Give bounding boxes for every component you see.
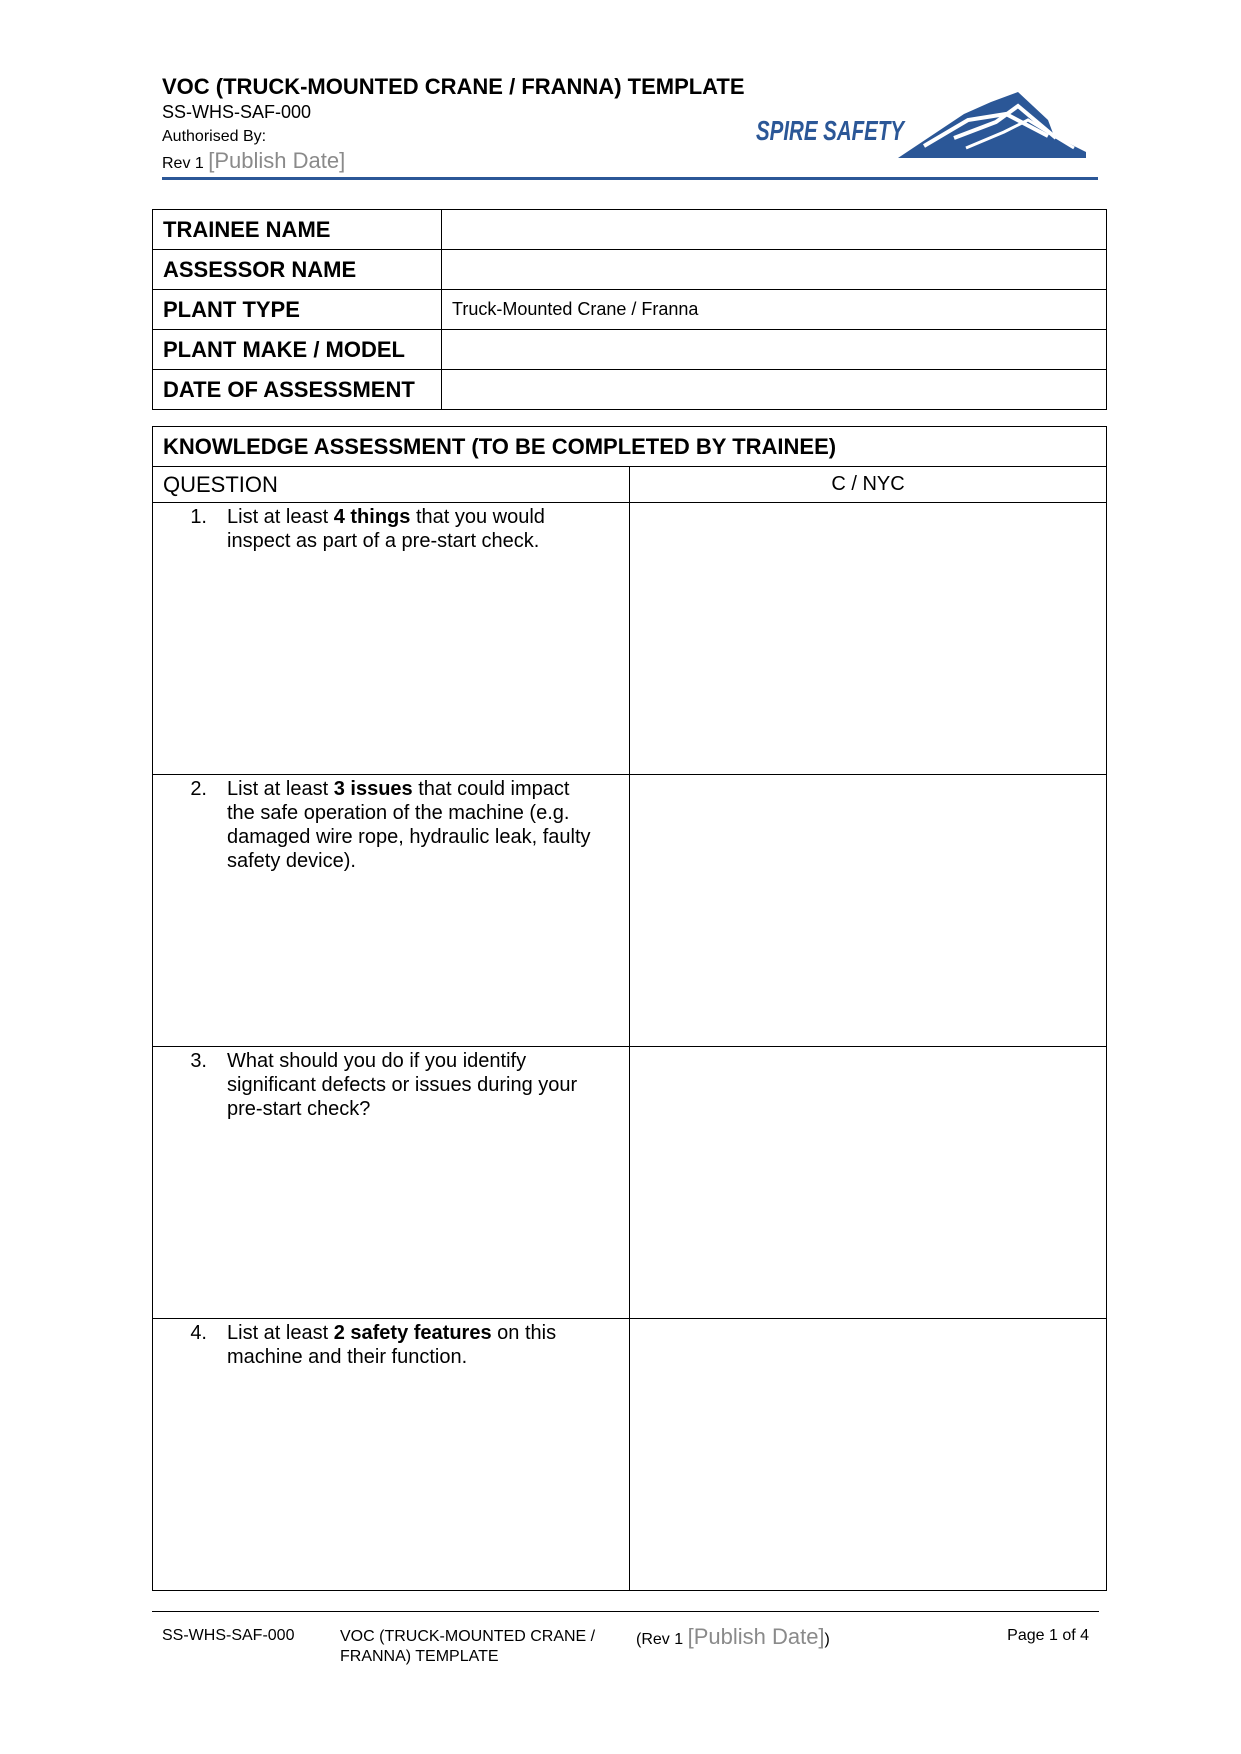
- plant-make-model-label: PLANT MAKE / MODEL: [153, 330, 442, 370]
- question-row: [153, 1047, 1107, 1319]
- plant-make-model-field[interactable]: [442, 330, 1107, 370]
- question-number: 3.: [190, 1050, 207, 1072]
- question-1-result-cell[interactable]: [630, 503, 1107, 775]
- question-number: 4.: [190, 1322, 207, 1344]
- question-2-result-cell[interactable]: [630, 775, 1107, 1047]
- footer-code: SS-WHS-SAF-000: [162, 1627, 295, 1644]
- question-4-result-cell[interactable]: [630, 1319, 1107, 1591]
- assessor-name-label: ASSESSOR NAME: [153, 250, 442, 290]
- table-row: [153, 370, 1107, 410]
- table-row: [153, 290, 1107, 330]
- result-column-header: C / NYC: [630, 467, 1107, 503]
- trainee-name-label: TRAINEE NAME: [153, 210, 442, 250]
- date-of-assessment-label: DATE OF ASSESSMENT: [153, 370, 442, 410]
- footer-publish-date: [Publish Date]: [687, 1624, 825, 1649]
- question-3-answer-area[interactable]: [153, 1047, 630, 1319]
- document-header: [162, 74, 1098, 178]
- header-divider: [162, 177, 1098, 180]
- question-number: 2.: [190, 778, 207, 800]
- question-text: What should you do if you identify significant defects or issues during your pre-start check?: [227, 1050, 578, 1120]
- trainee-name-field[interactable]: [442, 210, 1107, 250]
- logo-text: SPIRE SAFETY: [756, 115, 906, 146]
- question-number: 1.: [190, 506, 207, 528]
- section-header-row: [153, 427, 1107, 467]
- document-code: SS-WHS-SAF-000: [162, 102, 312, 122]
- question-text: List at least 3 issues that could impact the safe operation of the machine (e.g. damaged wire rope, hydraulic leak, faulty safety device).: [227, 778, 591, 872]
- publish-date: [Publish Date]: [208, 148, 346, 173]
- spire-safety-logo: [756, 92, 1086, 162]
- date-of-assessment-field[interactable]: [442, 370, 1107, 410]
- question-text: List at least 2 safety features on this machine and their function.: [227, 1322, 557, 1368]
- question-text: List at least 4 things that you would inspect as part of a pre-start check.: [227, 506, 545, 552]
- assessment-info-table: [152, 209, 1107, 410]
- assessor-name-field[interactable]: [442, 250, 1107, 290]
- column-header-row: [153, 467, 1107, 503]
- question-row: [153, 503, 1107, 775]
- page-number: Page 1 of 4: [1007, 1627, 1089, 1644]
- plant-type-label: PLANT TYPE: [153, 290, 442, 330]
- question-column-header: QUESTION: [153, 467, 630, 503]
- question-2-answer-area[interactable]: [153, 775, 630, 1047]
- question-row: [153, 1319, 1107, 1591]
- question-row: [153, 775, 1107, 1047]
- authorised-by: Authorised By:: [162, 128, 267, 145]
- question-1-answer-area[interactable]: [153, 503, 630, 775]
- footer-revision: (Rev 1 [Publish Date]): [636, 1624, 830, 1649]
- footer-divider: [152, 1611, 1099, 1612]
- revision: Rev 1: [162, 155, 204, 172]
- footer-title: VOC (TRUCK-MOUNTED CRANE / FRANNA) TEMPLATE: [340, 1628, 596, 1665]
- revision-line: [162, 148, 345, 174]
- document-title: VOC (TRUCK-MOUNTED CRANE / FRANNA) TEMPLATE: [162, 74, 745, 99]
- plant-type-field[interactable]: Truck-Mounted Crane / Franna: [442, 290, 1107, 330]
- table-row: [153, 330, 1107, 370]
- table-row: [153, 210, 1107, 250]
- knowledge-assessment-title: KNOWLEDGE ASSESSMENT (TO BE COMPLETED BY TRAINEE): [153, 427, 1107, 467]
- knowledge-assessment-table: [152, 426, 1107, 1591]
- question-4-answer-area[interactable]: [153, 1319, 630, 1591]
- table-row: [153, 250, 1107, 290]
- question-3-result-cell[interactable]: [630, 1047, 1107, 1319]
